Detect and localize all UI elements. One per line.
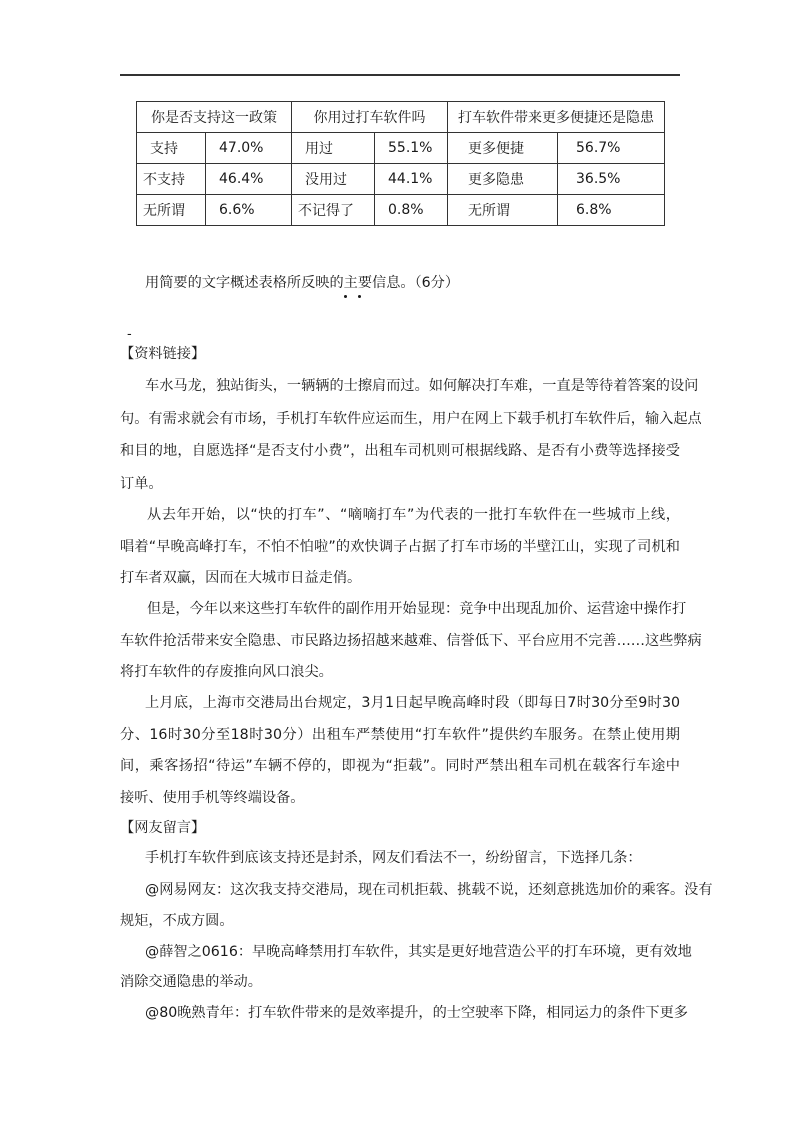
text-line: 唱着“早晚高峰打车，不怕不怕啦”的欢快调子占据了打车市场的半壁江山，实现了司机和 bbox=[120, 539, 680, 555]
header-policy-support: 你是否支持这一政策 bbox=[137, 102, 292, 133]
table-cell: 没用过 bbox=[292, 164, 375, 195]
text-line: 打车者双赢，因而在大城市日益走俏。 bbox=[120, 570, 362, 586]
separator-dash: - bbox=[127, 327, 132, 342]
text-line: 和目的地，自愿选择“是否支付小费”，出租车司机则可根据线路、是否有小费等选择接受 bbox=[120, 443, 680, 459]
section-title-materials: 【资料链接】 bbox=[120, 346, 206, 362]
text-line: 上月底，上海市交港局出台规定，3月1日起早晚高峰时段（即每日7时30分至9时30 bbox=[145, 695, 680, 711]
question-text: 用简要的文字概述表格所反映的主要信息。（6分） bbox=[145, 275, 460, 291]
header-used-app: 你用过打车软件吗 bbox=[292, 102, 448, 133]
table-row bbox=[137, 195, 665, 226]
text-line: 从去年开始，以“快的打车”、“嘀嘀打车”为代表的一批打车软件在一些城市上线， bbox=[147, 507, 680, 523]
text-line: 句。有需求就会有市场，手机打车软件应运而生，用户在网上下载手机打车软件后，输入起点 bbox=[120, 411, 702, 427]
text-line: 规矩，不成方圆。 bbox=[120, 913, 234, 929]
survey-table bbox=[136, 101, 665, 226]
table-cell: 无所谓 bbox=[448, 195, 558, 226]
text-line: @网易网友：这次我支持交港局，现在司机拒载、挑载不说，还刻意挑选加价的乘客。没有 bbox=[145, 882, 713, 898]
comment-3: @80晚熟青年：打车软件带来的是效率提升，的士空驶率下降，相同运力的条件下更多 bbox=[145, 1005, 688, 1021]
text-line: @薛智之0616：早晚高峰禁用打车软件，其实是更好地营造公平的打车环境，更有效地 bbox=[145, 944, 692, 960]
table-cell: 用过 bbox=[292, 133, 375, 164]
table-cell: 不记得了 bbox=[292, 195, 375, 226]
table-cell: 6.8% bbox=[558, 195, 665, 226]
text-line: 车水马龙，独站街头，一辆辆的士擦肩而过。如何解决打车难，一直是等待着答案的设问 bbox=[145, 378, 699, 394]
text-line: 但是，今年以来这些打车软件的副作用开始显现：竞争中出现乱加价、运营途中操作打 bbox=[147, 601, 687, 617]
table-cell: 更多便捷 bbox=[448, 133, 558, 164]
text-line: 分、16时30分至18时30分）出租车严禁使用“打车软件”提供约车服务。在禁止使用期 bbox=[120, 727, 680, 743]
text-line: 间，乘客扬招“待运”车辆不停的，即视为“拒载”。同时严禁出租车司机在载客行车途中 bbox=[120, 758, 680, 774]
table-cell: 55.1% bbox=[375, 133, 448, 164]
table-cell: 56.7% bbox=[558, 133, 665, 164]
section-title-comments: 【网友留言】 bbox=[120, 820, 206, 836]
header-convenience-or-risk: 打车软件带来更多便捷还是隐患 bbox=[448, 102, 665, 133]
comments-intro: 手机打车软件到底该支持还是封杀，网友们看法不一，纷纷留言，下选择几条： bbox=[145, 850, 642, 866]
text-line: 将打车软件的存废推向风口浪尖。 bbox=[120, 664, 333, 680]
text-line: 接听、使用手机等终端设备。 bbox=[120, 790, 305, 806]
emphasis-dot bbox=[344, 295, 347, 298]
text-line: 消除交通隐患的举动。 bbox=[120, 974, 262, 990]
table-cell: 更多隐患 bbox=[448, 164, 558, 195]
header-rule bbox=[120, 74, 680, 76]
table-cell: 47.0% bbox=[206, 133, 292, 164]
table-cell: 无所谓 bbox=[137, 195, 206, 226]
table-cell: 44.1% bbox=[375, 164, 448, 195]
text-line: 订单。 bbox=[120, 476, 163, 492]
table-cell: 36.5% bbox=[558, 164, 665, 195]
table-cell: 46.4% bbox=[206, 164, 292, 195]
table-row bbox=[137, 164, 665, 195]
text-line: 车软件抢活带来安全隐患、市民路边扬招越来越难、信誉低下、平台应用不完善……这些弊病 bbox=[120, 633, 702, 649]
table-cell: 6.6% bbox=[206, 195, 292, 226]
table-row bbox=[137, 133, 665, 164]
emphasis-dot bbox=[358, 295, 361, 298]
table-header-row bbox=[137, 102, 665, 133]
table-cell: 0.8% bbox=[375, 195, 448, 226]
table-cell: 不支持 bbox=[137, 164, 206, 195]
table-cell: 支持 bbox=[137, 133, 206, 164]
